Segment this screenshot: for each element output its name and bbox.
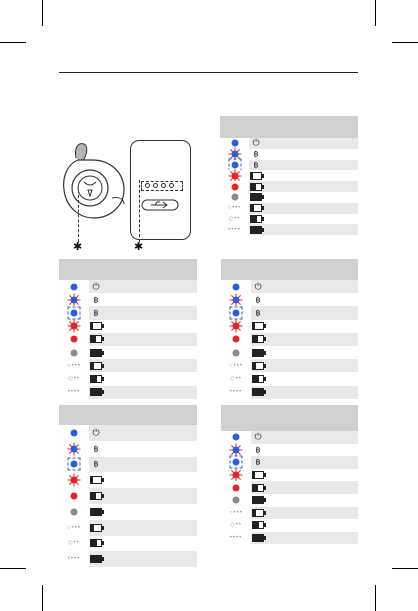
trailing-dots-icon: ○•••: [67, 524, 81, 531]
table-row: [221, 320, 358, 333]
battery-icon: [250, 193, 262, 201]
battery-icon: [250, 183, 262, 191]
battery-icon: [90, 492, 102, 500]
indicator-cell: [59, 293, 89, 306]
indicator-cell: [59, 346, 89, 359]
blue-led-icon: [71, 429, 78, 436]
indicator-cell: [59, 372, 89, 385]
trailing-dots-icon: ○•••: [229, 362, 243, 369]
indicator-cell: [221, 469, 251, 482]
table-top-right: [220, 116, 358, 235]
gray-led-icon: [233, 349, 240, 356]
bluetooth-icon: ฿: [93, 295, 99, 305]
flashing-trailing-dots-icon: ◇••: [230, 522, 242, 529]
table-row: [221, 386, 358, 399]
table-row: [59, 472, 197, 488]
indicator-cell: [59, 441, 89, 457]
trailing-dots-icon: ○•••: [227, 205, 242, 212]
table-header: [221, 405, 358, 431]
indicator-cell: [220, 214, 249, 225]
indicator-cell: [59, 359, 89, 372]
battery-icon: [252, 509, 264, 517]
table-header: [59, 259, 197, 280]
battery-icon: [90, 539, 102, 547]
table-row: [221, 469, 358, 482]
indicator-cell: [221, 431, 251, 444]
usb-icon: [141, 199, 179, 211]
table-row: [221, 532, 358, 545]
blue-led-icon: [71, 283, 78, 290]
flashing-blue-led-icon: [230, 306, 243, 319]
dots-off-icon: ••••: [229, 389, 243, 396]
crop-mark: [392, 568, 418, 569]
flashing-blue-led-icon: [68, 458, 81, 471]
bluetooth-icon: ฿: [255, 295, 261, 305]
battery-icon: [252, 471, 264, 479]
indicator-cell: [221, 346, 251, 359]
table-row: [220, 181, 358, 192]
header-rule: [59, 72, 358, 73]
red-led-icon: [233, 484, 240, 491]
power-icon: ⏻: [92, 427, 100, 438]
bluetooth-icon: ฿: [253, 149, 259, 159]
table-row: [59, 359, 197, 372]
flashing-trailing-dots-icon: ◇••: [230, 375, 242, 382]
crop-mark: [375, 585, 376, 611]
table-row: [59, 320, 197, 333]
battery-icon: [252, 521, 264, 529]
table-row: [59, 280, 197, 293]
indicator-cell: [59, 306, 89, 319]
battery-icon: [252, 496, 264, 504]
table-row: [221, 444, 358, 457]
red-led-icon: [71, 336, 78, 343]
battery-icon: [252, 388, 264, 396]
table-row: [59, 488, 197, 504]
indicator-cell: [59, 472, 89, 488]
battery-icon: [252, 375, 264, 383]
table-row: [220, 170, 358, 181]
indicator-cell: [59, 386, 89, 399]
flashing-trailing-dots-icon: ◇••: [228, 215, 241, 222]
indicator-cell: [220, 203, 249, 214]
table-row: [221, 507, 358, 520]
table-row: [220, 192, 358, 203]
trailing-dots-icon: ○•••: [229, 509, 243, 516]
indicator-cell: [221, 519, 251, 532]
battery-icon: [250, 204, 262, 212]
indicator-cell: [221, 444, 251, 457]
battery-icon: [90, 476, 102, 484]
table-row: [221, 456, 358, 469]
bluetooth-icon: ฿: [255, 445, 261, 455]
flashing-red-blue-led-icon: [230, 293, 243, 306]
blue-led-icon: [233, 283, 240, 290]
gray-led-icon: [231, 194, 238, 201]
battery-icon: [250, 226, 262, 234]
dots-off-icon: ••••: [67, 389, 81, 396]
battery-icon: [252, 362, 264, 370]
table-row: [221, 481, 358, 494]
indicator-cell: [59, 536, 89, 552]
table-row: [59, 536, 197, 552]
battery-icon: [250, 172, 262, 180]
bluetooth-icon: ฿: [93, 308, 99, 318]
power-icon: ⏻: [254, 431, 262, 442]
table-row: [59, 333, 197, 346]
indicator-cell: [221, 333, 251, 346]
flashing-trailing-dots-icon: ◇••: [68, 540, 80, 547]
battery-icon: [90, 362, 102, 370]
table-row: [59, 386, 197, 399]
table-bottom-left: [59, 405, 197, 567]
indicator-cell: [59, 425, 89, 441]
indicator-cell: [220, 224, 249, 235]
indicator-cell: [221, 494, 251, 507]
indicator-cell: [59, 457, 89, 473]
table-bottom-right: [221, 405, 358, 544]
flashing-red-led-icon: [230, 320, 243, 333]
battery-icon: [90, 322, 102, 330]
table-row: [221, 431, 358, 444]
flashing-red-led-icon: [230, 469, 243, 482]
bluetooth-icon: ฿: [253, 160, 259, 170]
table-row: [59, 457, 197, 473]
table-row: [59, 441, 197, 457]
indicator-cell: [59, 504, 89, 520]
indicator-cell: [221, 293, 251, 306]
indicator-cell: [221, 456, 251, 469]
table-row: [59, 504, 197, 520]
indicator-cell: [59, 320, 89, 333]
table-row: [59, 372, 197, 385]
table-row: [221, 494, 358, 507]
battery-icon: [90, 349, 102, 357]
battery-icon: [252, 484, 264, 492]
table-header: [59, 405, 197, 425]
bluetooth-icon: ฿: [93, 459, 99, 469]
table-row: [59, 551, 197, 567]
table-row: [221, 280, 358, 293]
table-middle-left: [59, 259, 197, 399]
bluetooth-icon: ฿: [255, 308, 261, 318]
power-icon: ⏻: [92, 281, 100, 292]
blue-led-icon: [231, 140, 238, 147]
indicator-cell: [220, 181, 249, 192]
battery-icon: [252, 349, 264, 357]
red-led-icon: [71, 493, 78, 500]
battery-icon: [252, 534, 264, 542]
indicator-cell: [59, 280, 89, 293]
table-row: [221, 346, 358, 359]
flashing-red-blue-led-icon: [230, 443, 243, 456]
power-icon: ⏻: [254, 281, 262, 292]
flashing-blue-led-icon: [68, 306, 81, 319]
indicator-cell: [59, 551, 89, 567]
table-row: [220, 224, 358, 235]
battery-icon: [90, 555, 102, 563]
table-middle-right: [221, 259, 358, 399]
indicator-cell: [59, 488, 89, 504]
indicator-cell: [221, 320, 251, 333]
gray-led-icon: [71, 349, 78, 356]
dots-off-icon: ••••: [229, 535, 243, 542]
table-row: [59, 520, 197, 536]
crop-mark: [0, 42, 26, 43]
battery-icon: [252, 322, 264, 330]
crop-mark: [42, 0, 43, 26]
indicator-cell: [220, 170, 249, 181]
indicator-cell: [220, 192, 249, 203]
red-led-icon: [233, 336, 240, 343]
table-row: [59, 306, 197, 319]
leader-line-left: [78, 190, 79, 242]
table-row: [221, 372, 358, 385]
red-led-icon: [231, 183, 238, 190]
battery-icon: [90, 508, 102, 516]
flashing-red-blue-led-icon: [68, 293, 81, 306]
battery-icon: [90, 524, 102, 532]
table-row: [220, 203, 358, 214]
earbud-icon: [54, 138, 129, 230]
indicator-cell: [221, 306, 251, 319]
table-header: [221, 259, 358, 280]
indicator-cell: [59, 333, 89, 346]
battery-icon: [90, 388, 102, 396]
gray-led-icon: [71, 508, 78, 515]
crop-mark: [42, 585, 43, 611]
crop-mark: [392, 42, 418, 43]
leader-line-right: [139, 180, 140, 242]
table-row: [220, 214, 358, 225]
indicator-cell: [221, 386, 251, 399]
battery-icon: [250, 215, 262, 223]
power-icon: ⏻: [252, 137, 260, 148]
flashing-red-led-icon: [68, 320, 81, 333]
callout-marker-left: ✱: [73, 241, 83, 253]
indicator-cell: [221, 507, 251, 520]
flashing-trailing-dots-icon: ◇••: [68, 375, 80, 382]
table-row: [221, 333, 358, 346]
indicator-cell: [221, 359, 251, 372]
dots-off-icon: ••••: [228, 226, 241, 233]
table-header: [220, 116, 358, 138]
indicator-cell: [221, 532, 251, 545]
blue-led-icon: [233, 434, 240, 441]
trailing-dots-icon: ○•••: [67, 362, 81, 369]
flashing-blue-led-icon: [230, 456, 243, 469]
table-row: [59, 346, 197, 359]
crop-mark: [375, 0, 376, 26]
battery-icon: [90, 335, 102, 343]
table-row: [221, 519, 358, 532]
flashing-red-led-icon: [68, 474, 81, 487]
indicator-cell: [221, 481, 251, 494]
bluetooth-icon: ฿: [255, 457, 261, 467]
table-row: [221, 293, 358, 306]
gray-led-icon: [233, 497, 240, 504]
table-row: [59, 293, 197, 306]
table-row: [59, 425, 197, 441]
indicator-cell: [59, 520, 89, 536]
indicator-cell: [221, 280, 251, 293]
crop-mark: [0, 568, 26, 569]
table-row: [221, 359, 358, 372]
indicator-cell: [221, 372, 251, 385]
flashing-red-blue-led-icon: [68, 442, 81, 455]
battery-icon: [252, 335, 264, 343]
bluetooth-icon: ฿: [93, 444, 99, 454]
callout-marker-right: ✱: [134, 241, 144, 253]
battery-icon: [90, 375, 102, 383]
table-row: [221, 306, 358, 319]
dots-off-icon: ••••: [67, 556, 81, 563]
